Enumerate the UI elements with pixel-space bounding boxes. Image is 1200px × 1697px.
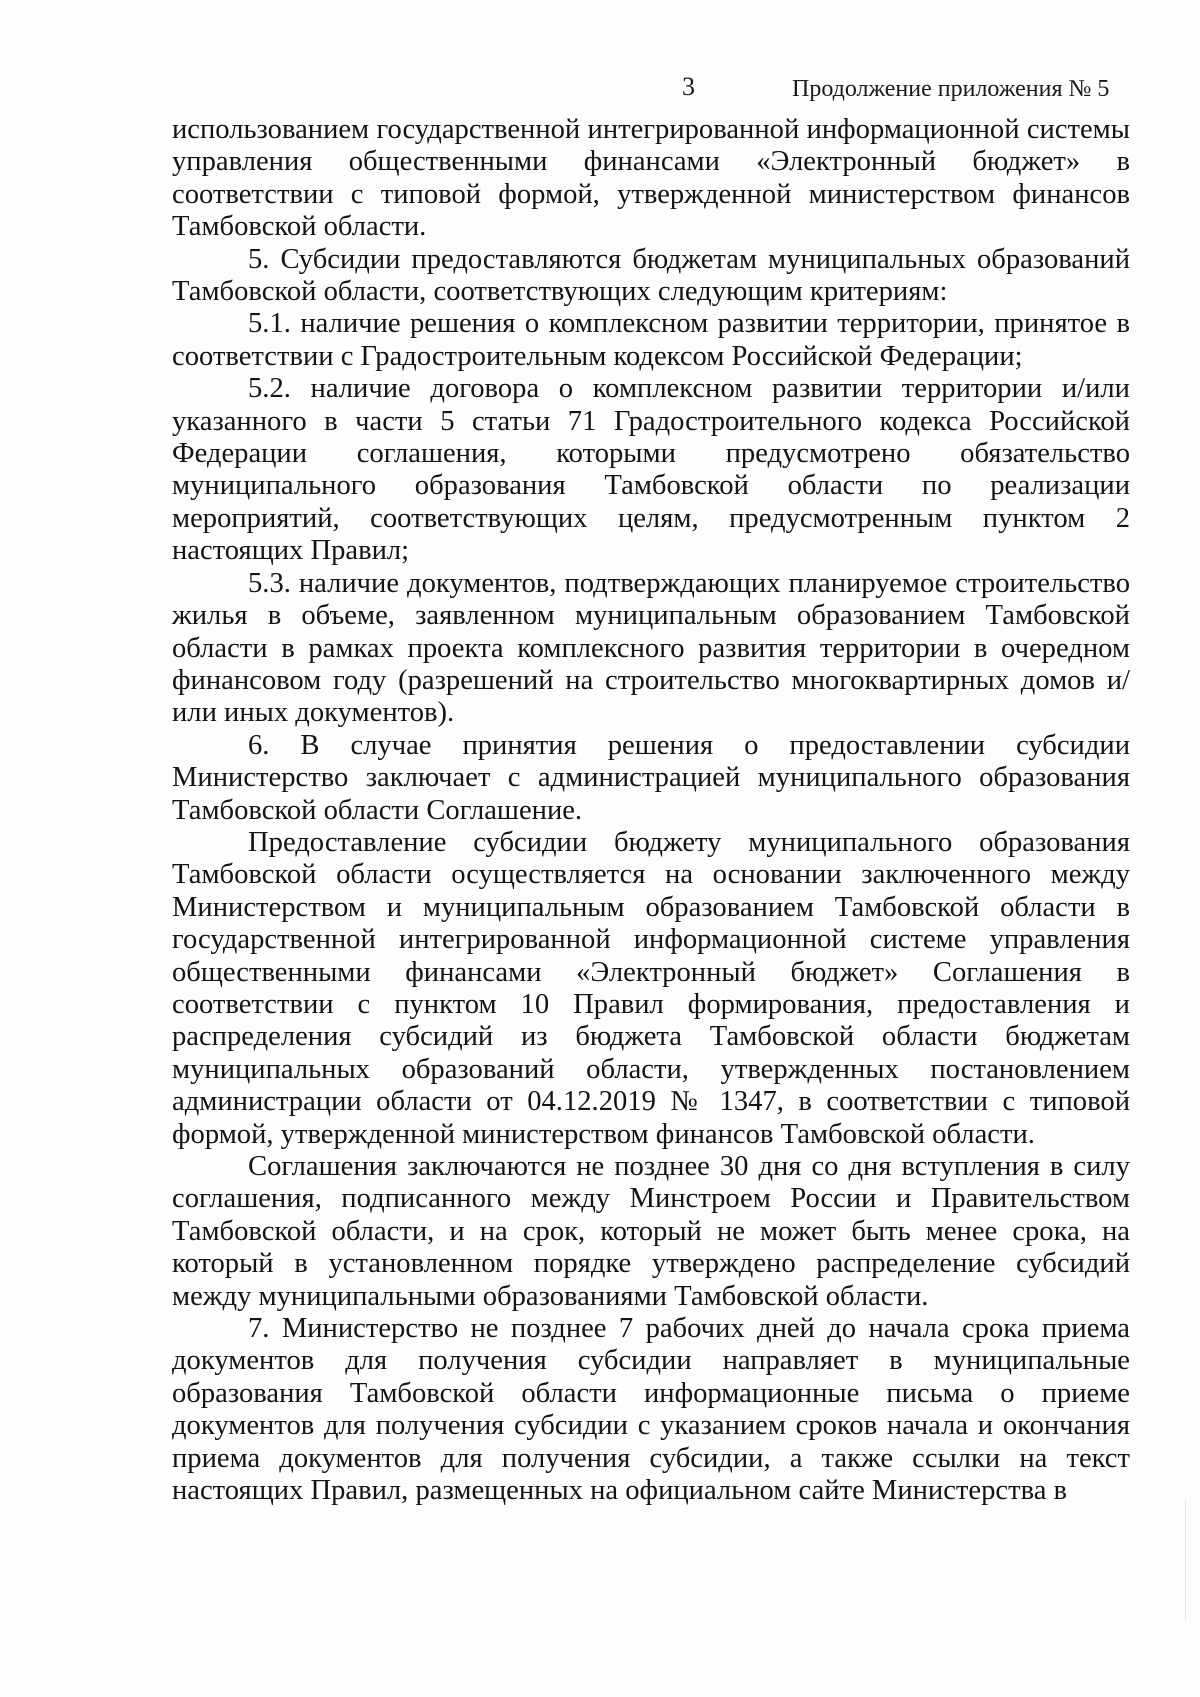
scan-edge-mark: [1185, 1500, 1186, 1620]
appendix-label: Продолжение приложения № 5: [792, 76, 1110, 102]
paragraph-item-7: 7. Министерство не позднее 7 рабочих дней до начала срока приема документов для получения субсидии направляет в муниципальные образования Тамбовской области информационные письма о приеме документов для получения субсидии с указанием сроков начала и окончания приема документов для получения субсидии, а также ссылки на текст настоящих Правил, размещенных на официальном сайте Министерства в: [172, 1313, 1130, 1507]
paragraph-item-5-2: 5.2. наличие договора о комплексном развитии территории и/или указанного в части 5 статьи 71 Градостроительного кодекса Российской Федерации соглашения, которыми предусмотрено обязательство муниципального образования Тамбовской области по реализации мероприятий, соответствующих целям, предусмотренным пунктом 2 настоящих Правил;: [172, 373, 1130, 567]
paragraph-agreement-terms: Соглашения заключаются не позднее 30 дня со дня вступления в силу соглашения, подписанного между Минстроем России и Правительством Тамбовской области, и на срок, который не может быть менее срока, на который в установленном порядке утверждено распределение субсидий между муниципальными образованиями Тамбовской области.: [172, 1151, 1130, 1312]
paragraph-item-6: 6. В случае принятия решения о предоставлении субсидии Министерство заключает с администрацией муниципального образования Тамбовской области Соглашение.: [172, 729, 1130, 826]
paragraph-subsidy-provision: Предоставление субсидии бюджету муниципального образования Тамбовской области осуществляется на основании заключенного между Министерством и муниципальным образованием Тамбовской области в государственной интегрированной информационной системе управления общественными финансами «Электронный бюджет» Соглашения в соответствии с пунктом 10 Правил формирования, предоставления и распределения субсидий из бюджета Тамбовской области бюджетам муниципальных образований области, утвержденных постановлением администрации области от 04.12.2019 № 1347, в соответствии с типовой формой, утвержденной министерством финансов Тамбовской области.: [172, 826, 1130, 1150]
paragraph-continuation: использованием государственной интегрированной информационной системы управления общественными финансами «Электронный бюджет» в соответствии с типовой формой, утвержденной министерством финансов Тамбовской области.: [172, 114, 1130, 243]
page-header: [0, 72, 1200, 112]
paragraph-item-5: 5. Субсидии предоставляются бюджетам муниципальных образований Тамбовской области, соответствующих следующим критериям:: [172, 243, 1130, 308]
paragraph-item-5-1: 5.1. наличие решения о комплексном развитии территории, принятое в соответствии с Градостроительным кодексом Российской Федерации;: [172, 308, 1130, 372]
paragraph-item-5-3: 5.3. наличие документов, подтверждающих планируемое строительство жилья в объеме, заявленном муниципальным образованием Тамбовской области в рамках проекта комплексного развития территории в очередном финансовом году (разрешений на строительство многоквартирных домов и/или иных документов).: [172, 567, 1130, 729]
page-number: 3: [682, 72, 695, 101]
document-body: [172, 114, 1130, 1507]
